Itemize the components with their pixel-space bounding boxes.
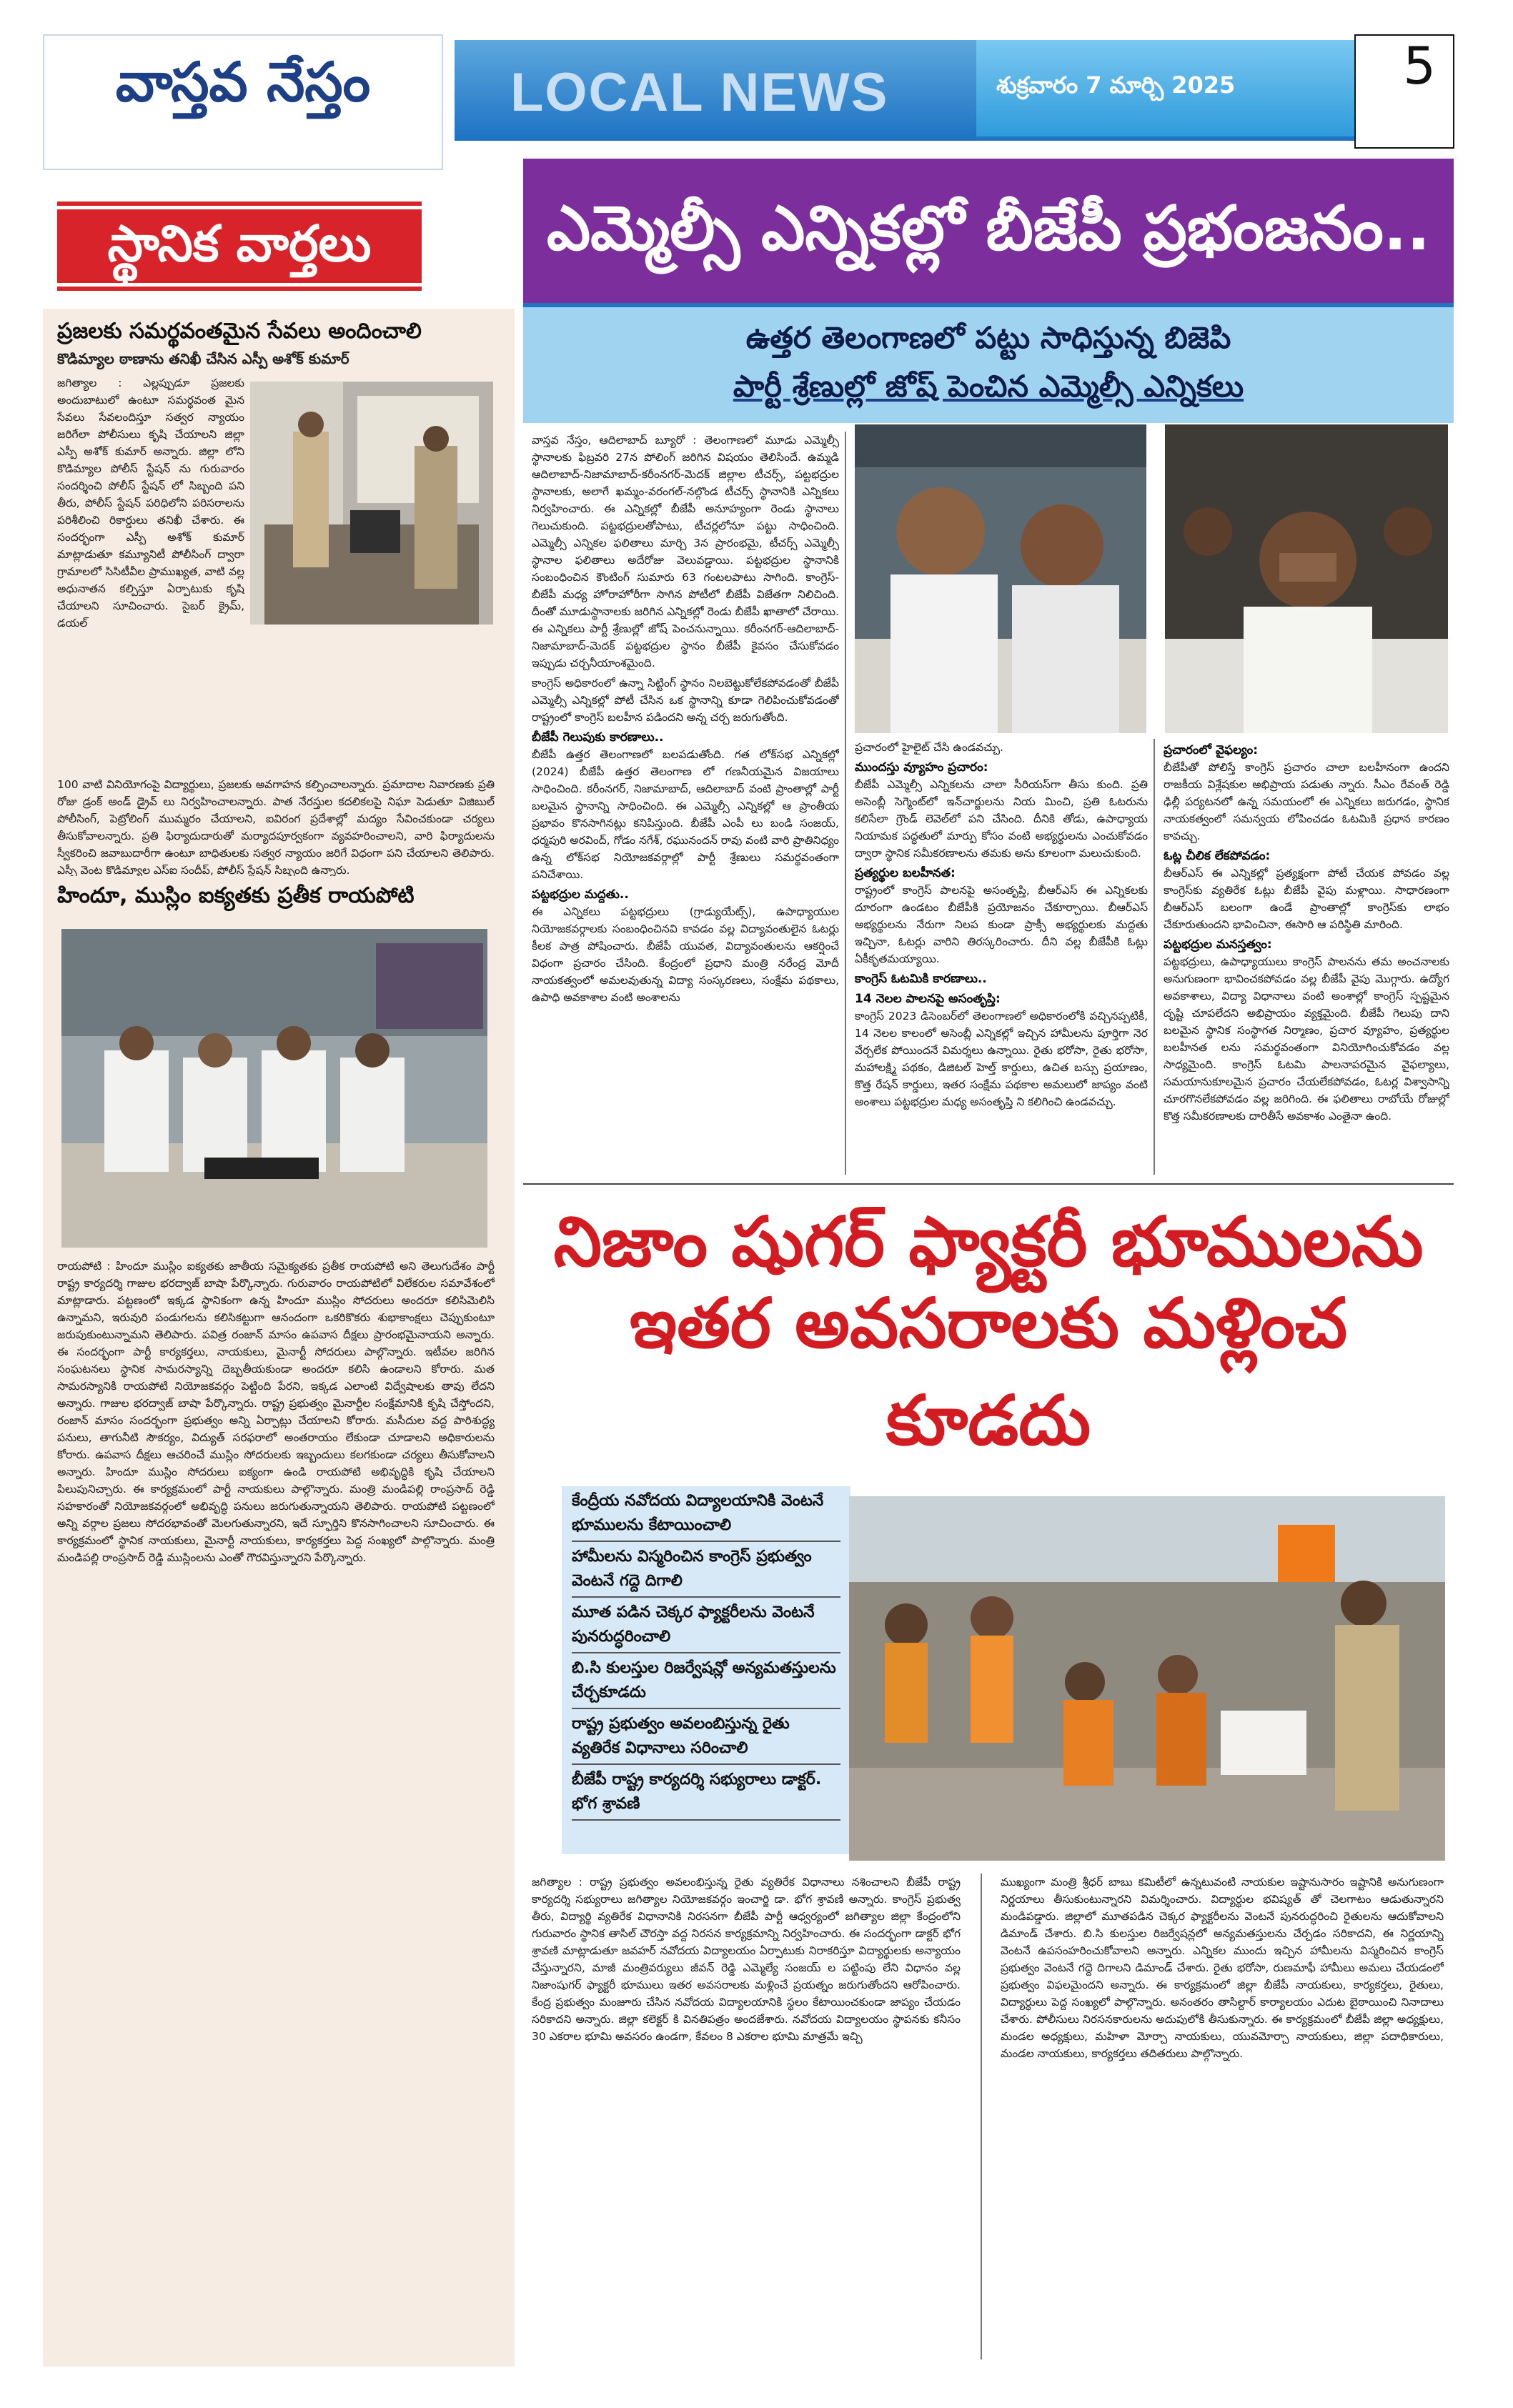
main-subheadline-band — [523, 303, 1454, 423]
left-story1-headline: ప్రజలకు సమర్థవంతమైన సేవలు అందించాలి — [57, 319, 422, 344]
paragraph: బీఆర్ఎస్ ఈ ఎన్నికల్లో ప్రత్యక్షంగా పోటీ చేయక పోవడం వల్ల కాంగ్రెస్‌కు వ్యతిరేక ఓట్లు బీజేపీ వైపు మళ్లాయి. సాధారణంగా బీఆర్ఎస్ బలంగా ఉండే ప్రాంతాల్లో కాంగ్రెస్‌కు లాభం చేకూరుతుందని భావించినా, ఈసారి ఆ పరిస్థితి మారింది. — [1164, 867, 1449, 931]
photo-illustration — [855, 424, 1146, 733]
photo-illustration — [849, 1496, 1445, 1861]
page-number-box — [1354, 34, 1454, 149]
highlight-point: మూత పడిన చెక్కర ఫ్యాక్టరీలను వెంటనే పునరుద్ధరించాలి — [572, 1598, 840, 1653]
story2-highlights-box — [562, 1486, 850, 1854]
paragraph: కాంగ్రెస్ అధికారంలో ఉన్నా సిట్టింగ్ స్థానం నిలబెట్టుకోలేకపోవడంతో బీజేపీ ఎమ్మెల్సీ ఎన్నికల్లో పోటీ చేసిన ఒక స్థానాన్ని కూడా గెలిపించుకోవడంతో రాష్ట్రంలో కాంగ్రెస్ బలహీన పడిందని అన్న చర్చ జరుగుతోంది. — [532, 677, 839, 724]
subhead: ప్రత్యర్థుల బలహీనత: — [855, 866, 956, 880]
paragraph: బీజేపీ ఉత్తర తెలంగాణలో బలపడుతోంది. గత లోక్‌సభ ఎన్నికల్లో (2024) బీజేపీ ఉత్తర తెలంగాణ లో గణనీయమైన విజయాలు సాధించింది. కరీంనగర్, నిజామాబాద్, ఆదిలాబాద్ వంటి ప్రాంతాల్లో పార్టీ బలమైన స్థానాన్ని సాధించింది. ఈ ఎమ్మెల్సీ ఎన్నికల్లో ఆ ప్రాంతీయ ప్రభావం కొనసాగినట్లు కనిపిస్తుంది. బీజేపీ ఎంపీ లు బండి సంజయ్, ధర్మపురి అరవింద్, గోడం నగేశ్, రఘునందన్ రావు వంటి వారి ప్రాతినిధ్యం ఉన్న లోక్‌సభ నియోజకవర్గాల్లో పార్టీ శ్రేణులు సమర్థవంతంగా పనిచేశాయి. — [532, 748, 839, 881]
masthead-logo — [43, 34, 443, 170]
press-meet-photo — [61, 929, 487, 1248]
story2-col2: ముఖ్యంగా మంత్రి శ్రీధర్ బాబు కమిటీలో ఉన్నటువంటి నాయకుల ఇష్టానుసారం ఇష్టానికి అనుగుణంగా నిర్ణయాలు తీసుకుంటున్నారని విమర్శించారు. విద్యార్థుల భవిష్యత్ తో చెలగాటం ఆడుతున్నారని మండిపడ్డారు. జిల్లాలో మూతపడిన చెక్కర ఫ్యాక్టరీలను వెంటనే పునరుద్ధరించి రైతులను ఆదుకోవాలని డిమాండ్ చేశారు. బి.సి కులస్తుల రిజర్వేషన్లలో అన్యమతస్తులను చేర్చడం సరికాదని, ఈ నిర్ణయాన్ని వెంటనే ఉపసంహరించుకోవాలని అన్నారు. ఎన్నికల ముందు ఇచ్చిన హామీలను విస్మరించిన కాంగ్రెస్ ప్రభుత్వం వెంటనే గద్దె దిగాలని డిమాండ్ చేశారు. రైతు భరోసా, రుణమాఫీ హామీలు అమలు చేయడంలో ప్రభుత్వం విఫలమైందని అన్నారు. ఈ కార్యక్రమంలో జిల్లా బీజేపీ నాయకులు, కార్యకర్తలు, రైతులు, విద్యార్థులు పెద్ద సంఖ్యలో పాల్గొన్నారు. అనంతరం తాసిల్దార్ కార్యాలయం ఎదుట బైఠాయించి నినాదాలు చేశారు. పోలీసులు నిరసనకారులను అదుపులోకి తీసుకున్నారు. ఈ కార్యక్రమంలో బీజేపీ జిల్లా అధ్యక్షులు, మండల అధ్యక్షులు, మహిళా మోర్చా నాయకులు, యువమోర్చా నాయకులు, జిల్లా పదాధికారులు, మండల నాయకులు, కార్యకర్తలు తదితరులు పాల్గొన్నారు. — [1001, 1876, 1444, 2060]
paragraph: ఈ ఎన్నికలు పట్టభద్రులు (గ్రాడ్యుయేట్స్), ఉపాధ్యాయుల నియోజకవర్గాలకు సంబంధించినవి కావడం వల్ల విద్యావంతులైన ఓటర్లు కీలక పాత్ర పోషించారు. బీజేపీ యువత, విద్యావంతులను ఆకర్షించే విధంగా ప్రచారం చేసింది. కేంద్రంలో ప్రధాని మంత్రి నరేంద్ర మోదీ నాయకత్వంలో అమలవుతున్న విద్యా సంస్కరణలు, సంక్షేమ పథకాలు, ఉపాధి అవకాశాల వంటి అంశాలను — [532, 905, 839, 1004]
paragraph: కాంగ్రెస్ 2023 డిసెంబర్‌లో తెలంగాణలో అధికారంలోకి వచ్చినప్పటికీ, 14 నెలల కాలంలో అసెంబ్లీ ఎన్నికల్లో ఇచ్చిన హామీలను పూర్తిగా నెర వేర్చలేక పోయిందనే విమర్శలు ఉన్నాయి. రైతు భరోసా, రైతు భరోసా, మహాలక్ష్మి పథకం, డిజిటల్ హెల్త్ కార్డులు, ఉచిత బస్సు ప్రయాణం, కొత్త రేషన్ కార్డులు, ఇతర సంక్షేమ పథకాల అమలులో జాప్యం వంటి అంశాలు పట్టభద్రుల మధ్య అసంతృప్తి ని కలిగించి ఉండవచ్చు. — [855, 1010, 1148, 1108]
subhead: పట్టభద్రుల మనస్తత్వం: — [1164, 937, 1272, 952]
local-news-label: LOCAL NEWS — [510, 62, 889, 123]
left-story2-text: రాయపోటి : హిందూ ముస్లిం ఐక్యతకు జాతీయ సమైక్యతకు ప్రతీక రాయపోటి అని తెలుగుదేశం పార్టీ రాష్ట్ర కార్యదర్శి గాజుల భరద్వాజ్ బాషా పేర్కొన్నారు. గురువారం రాయపోటిలో విలేకరుల సమావేశంలో మాట్లాడారు. పట్టణంలో ఇక్కడ స్థానికంగా ఉన్న హిందూ ముస్లిం సోదరులు అందరూ కలిసిమెలిసి ఉన్నామని, ఇరువురి పండుగలను కలిసికట్టుగా ఆనందంగా ఒకరికొకరు శుభాకాంక్షలు చెప్పుకుంటూ జరుపుకుంటున్నామని తెలిపారు. పవిత్ర రంజాన్ మాసం ఉపవాస దీక్షలు ప్రారంభమైనాయని అన్నారు. ఈ సందర్భంగా పార్టీ కార్యకర్తలు, నాయకులు, మైనార్టీ సోదరులు పాల్గొన్నారు. ఇటీవల జరిగిన సంఘటనలు స్థానిక సామరస్యాన్ని దెబ్బతీయకుండా అందరూ కలిసి ఉండాలని కోరారు. మత సామరస్యానికి రాయపోటి నియోజకవర్గం పెట్టింది పేరని, ఇక్కడ ఎలాంటి విద్వేషాలకు తావు లేదని అన్నారు. గాజుల భరద్వాజ్ బాషా పేర్కొన్నారు. రాష్ట్ర ప్రభుత్వం మైనార్టీల సంక్షేమానికి కృషి చేస్తోందని, రంజాన్ మాసం సందర్భంగా ప్రభుత్వం అన్ని ఏర్పాట్లు చేయాలని కోరారు. మసీదుల వద్ద పారిశుద్ధ్య పనులు, తాగునీటి సౌకర్యం, విద్యుత్ సరఫరాలో అంతరాయం లేకుండా చూడాలని అధికారులను కోరారు. ఉపవాస దీక్షలు ఆచరించే ముస్లిం సోదరులకు ఇబ్బందులు కలగకుండా చర్యలు తీసుకోవాలని అన్నారు. హిందూ ముస్లిం సోదరులు ఐక్యంగా ఉండి రాయపోటి అభివృద్ధికి కృషి చేయాలని పిలుపునిచ్చారు. ఈ కార్యక్రమంలో పార్టీ నాయకులు పాల్గొన్నారు. మంత్రి మండిపల్లి రాంప్రసాద్ రెడ్డి సహకారంతో నియోజకవర్గంలో అభివృద్ధి పనులు జరుగుతున్నాయని తెలిపారు. రాయపోటి పట్టణంలో అన్ని వర్గాల ప్రజలు సోదరభావంతో మెలగుతున్నారని, ఇదే స్ఫూర్తిని కొనసాగించాలని సూచించారు. ఈ కార్యక్రమంలో స్థానిక నాయకులు, మైనార్టీ నాయకులు, కార్యకర్తలు పెద్ద సంఖ్యలో పాల్గొన్నారు. మంత్రి మండిపల్లి రాంప్రసాద్ రెడ్డి ముస్లింలను ఎంతో గౌరవిస్తున్నారని పేర్కొన్నారు. — [57, 1260, 495, 1564]
paragraph: రాష్ట్రంలో కాంగ్రెస్ పాలనపై అసంతృప్తి, బీఆర్ఎస్ ఈ ఎన్నికలకు దూరంగా ఉండటం బీజేపీకి ప్రయోజనం చేకూర్చాయి. బీఆర్ఎస్ అభ్యర్థులను నేరుగా నిలప కుండా ప్రాక్సీ అభ్యర్థులకు మద్దతు ఇచ్చినా, ఓటర్లు వారిని తిరస్కరించారు. దీని వల్ల బీజేపీకి ఓట్లు ఏకీకృతమయ్యాయి. — [855, 884, 1148, 965]
date-band — [976, 40, 1355, 136]
highlight-point: బీజేపీ రాష్ట్ర కార్యదర్శి సభ్యురాలు డాక్టర్. భోగ శ్రావణి — [572, 1765, 840, 1821]
column-divider — [981, 1874, 982, 2359]
left-story2-headline: హిందూ, ముస్లిం ఐక్యతకు ప్రతీక రాయపోటి — [57, 883, 415, 908]
highlight-point: బి.సి కులస్తుల రిజర్వేషన్లో అన్యమతస్తులను చేర్చకూడదు — [572, 1653, 840, 1709]
paragraph: బీజేపీ ఎమ్మెల్సీ ఎన్నికలను చాలా సీరియస్‌గా తీసు కుంది. ప్రతి అసెంబ్లీ సెగ్మెంట్‌లో ఇన్‌చార్జులను నియ మించి, ప్రతి ఓటరును కలిసేలా గ్రౌండ్ లెవెల్‌లో పని చేసింది. దీనికి తోడు, ఉపాధ్యాయ నియామక పద్ధతులో మార్పు కోసం వంటి అభ్యర్థులను ఎంచుకోవడం ద్వారా స్థానిక సమీకరణాలను తమకు అను కూలంగా మలుచుకుంది. — [855, 778, 1148, 860]
story2-headline-line1: నిజాం షుగర్ ఫ్యాక్టరీ భూములను — [553, 1202, 1424, 1282]
column-divider — [845, 432, 846, 1175]
subhead: ఓట్ల చీలిక లేకపోవడం: — [1164, 849, 1271, 863]
subhead: కాంగ్రెస్ ఓటమికి కారణాలు.. — [855, 972, 987, 986]
paragraph: ప్రచారంలో హైలైట్ చేసి ఉండవచ్చు. — [855, 741, 1003, 754]
main-subheadline-1: ఉత్తర తెలంగాణలో పట్టు సాధిస్తున్న బిజెపి — [745, 320, 1231, 355]
paragraph: పట్టభద్రులు, ఉపాధ్యాయులు కాంగ్రెస్ పాలనను తమ అంచనాలకు అనుగుణంగా భావించకపోవడం వల్ల బీజేపీ వైపు మొగ్గారు. ఉద్యోగ అవకాశాలు, విద్యా విధానాలు వంటి అంశాల్లో కాంగ్రెస్ స్పష్టమైన దృష్టి చూపలేదని అభిప్రాయం వ్యక్తమైంది. బీజేపీ గెలుపు దాని బలమైన స్థానిక సంస్థాగత నిర్మాణం, ప్రచార వ్యూహం, ప్రత్యర్థుల బలహీనత లను సమర్థవంతంగా వినియోగించుకోవడం వల్ల సాధ్యమైంది. కాంగ్రెస్ ఓటమి పాలనాపరమైన వైఫల్యాలు, సమయానుకూలమైన ప్రచారం చేయలేకపోవడం, ఓటర్ల విశ్వాసాన్ని చూరగొనలేకపోవడం వల్ల జరిగింది. ఈ ఫలితాలు రాబోయే రోజుల్లో కొత్త సమీకరణాలకు దారితీసే అవకాశం ఎంతైనా ఉంది. — [1164, 955, 1449, 1123]
main-story-col2 — [855, 739, 1148, 1175]
masthead-rule — [455, 136, 1355, 141]
photo-illustration — [250, 382, 493, 625]
left-story1-text-full: 100 వాటి వినియోగంపై విద్యార్థులు, ప్రజలకు అవగాహన కల్పించాలన్నారు. ప్రమాదాల నివారణకు ప్రతి రోజు డ్రంక్ అండ్ డ్రైవ్ లు నిర్వహించాలన్నారు. పాత నేరస్తుల కదలికలపై నిఘా పెడుతూ విజిబుల్ పోలీసింగ్, పెట్రోలింగ్ ముమ్మరం చేయాలని, ఐవిరంగ ప్రదేశాల్లో మద్యం సేవించకుండా చర్యలు తీసుకోవాలన్నారు. ప్రతి ఫిర్యాదుదారుతో మర్యాదపూర్వకంగా వ్యవహరించాలని, వారి ఫిర్యాదులను స్వీకరించి జవాబుదారీగా ఉంటూ బాధితులకు సత్వర న్యాయం జరిగే విధంగా పని చేయాలని తెలిపారు. ఎస్పీ వెంట కొడిమ్యాల ఎస్ఐ సందీప్, పోలీస్ స్టేషన్ సిబ్బంది ఉన్నారు. — [57, 778, 495, 876]
paper-name: వాస్తవ నేస్తం — [115, 50, 371, 114]
main-headline-box — [523, 159, 1454, 303]
police-station-photo — [250, 382, 493, 625]
story2-col1: జగిత్యాల : రాష్ట్ర ప్రభుత్వం అవలంభిస్తున్న రైతు వ్యతిరేక విధానాలు నశించాలని బీజేపీ రాష్ట్ర కార్యదర్శి సభ్యురాలు జగిత్యాల నియోజకవర్గం ఇంచార్జి డా. భోగ శ్రావణి అన్నారు. కాంగ్రెస్ ప్రభుత్వ తీరు, విద్యార్థి వ్యతిరేక విధానానికి నిరసనగా బీజేపీ పార్టీ ఆధ్వర్యంలో జగిత్యాల జిల్లా కేంద్రంలోని గురువారం స్థానిక తాసిల్ చౌరస్తా వద్ద నిరసన కార్యక్రమాన్ని నిర్వహించారు. ఈ సందర్భంగా డాక్టర్ భోగ శ్రావణి మాట్లాడుతూ జవహర్ నవోదయ విద్యాలయం ఏర్పాటుకు నిరాకరిస్తూ విద్యార్థులకు అన్యాయం చేస్తున్నారని, మాజీ మంత్రివర్యులు జీవన్ రెడ్డి ఎమ్మెల్యే సంజయ్ ల పట్టింపు లేని విధానం వల్ల నిజాంషుగర్ ఫ్యాక్టరీ భూములు ఇతర అవసరాలకు మళ్లించే ప్రయత్నం జరుగుతోందని ఆరోపించారు. కేంద్ర ప్రభుత్వం మంజూరు చేసిన నవోదయ విద్యాలయానికి స్థలం కేటాయించకుండా జాప్యం చేయడం సరికాదని అన్నారు. జిల్లా కలెక్టర్ కి వినతిపత్రం అందజేశారు. నవోదయ విద్యాలయం స్థాపనకు కనీసం 30 ఎకరాల భూమి అవసరం ఉండగా, కేవలం 8 ఎకరాల భూమి మాత్రమే ఇచ్చి — [532, 1876, 961, 2043]
subhead: ప్రచారంలో వైఫల్యం: — [1164, 743, 1259, 757]
photo-illustration — [61, 929, 487, 1248]
issue-date: శుక్రవారం 7 మార్చి 2025 — [996, 71, 1236, 99]
paragraph: బీజేపీతో పోలిస్తే కాంగ్రెస్ ప్రచారం చాలా బలహీనంగా ఉందని రాజకీయ విశ్లేషకుల అభిప్రాయ పడుతు న్నారు. సీఎం రేవంత్ రెడ్డి ఢిల్లీ పర్యటనలో ఉన్న సమయంలో ఈ ఎన్నికలు జరుగడం, స్థానిక నాయకత్వంలో సమన్వయ లోపించడం ఓటమికి ప్రధాన కారణం కావచ్చు. — [1164, 761, 1449, 842]
main-story-col3 — [1164, 739, 1449, 1175]
column-divider — [1154, 739, 1155, 1175]
paragraph: వాస్తవ నేస్తం, ఆదిలాబాద్ బ్యూరో : తెలంగాణలో మూడు ఎమ్మెల్సీ స్థానాలకు ఫిబ్రవరి 27న పోలింగ్ జరిగిన విషయం తెలిసిందే. ఉమ్మడి ఆదిలాబాద్-నిజామాబాద్-కరీంనగర్-మెదక్ జిల్లాల టీచర్స్, పట్టభద్రుల స్థానాలకు, అలాగే ఖమ్మం-వరంగల్-నల్గొండ టీచర్స్ స్థానానికి ఎన్నికలు నిర్వహించారు. ఈ ఎన్నికల్లో బీజేపీ అనూహ్యంగా రెండు స్థానాలు గెలుచుకుంది. పట్టభద్రులతోపాటు, టీచర్లలోనూ పట్టు సాధించింది. ఎమ్మెల్సీ ఎన్నికల ఫలితాలు మార్చి 3న ప్రారంభమై, టీచర్స్ ఎమ్మెల్సీ స్థానాల ఫలితాలు అదేరోజు వెలువడ్డాయి. పట్టభద్రుల స్థానానికి సంబంధించిన కౌంటింగ్ సుమారు 63 గంటలపాటు సాగింది. కాంగ్రెస్-బీజేపీ మధ్య హోరాహోరీగా సాగిన పోటీలో బీజేపీ విజేతగా నిలిచింది. దీంతో మూడుస్థానాలకు జరిగిన ఎన్నికల్లో రెండు బీజేపీ ఖాతాలో చేరాయి. ఈ ఎన్నికలు పార్టీ శ్రేణుల్లో జోష్ పెంచనున్నాయి. కరీంనగర్-ఆదిలాబాద్-నిజామాబాద్-మెదక్ పట్టభద్రుల స్థానం బీజేపీ కైవసం చేసుకోవడం ఇప్పుడు చర్చనీయాంశమైంది. — [532, 434, 839, 670]
section-divider — [523, 1183, 1454, 1185]
subhead: పట్టభద్రుల మద్దతు.. — [532, 887, 629, 902]
subhead: బీజేపీ గెలుపుకు కారణాలు.. — [532, 730, 664, 745]
protest-photo — [849, 1496, 1445, 1861]
left-story1-text-side: జగిత్యాల : ఎల్లప్పుడూ ప్రజలకు అందుబాటులో ఉంటూ సమర్థవంత మైన సేవలు సేవలందిస్తూ సత్వర న్యాయం జరిగేలా పోలీసులు కృషి చేయాలని జిల్లా ఎస్పీ అశోక్ కుమార్ అన్నారు. జిల్లా లోని కొడిమ్యాల పోలీస్ స్టేషన్ ను గురువారం సందర్శించి పోలీస్ స్టేషన్ లో సిబ్బంది పని తీరు, పోలీస్ స్టేషన్ పరిధిలోని పరిసరాలను పరిశీలించి రికార్డులు తనిఖీ చేశారు. ఈ సందర్భంగా ఎస్పీ అశోక్ కుమార్ మాట్లాడుతూ కమ్యూనిటీ పోలీసింగ్ ద్వారా గ్రామాలలో సిసిటీవీల ప్రాముఖ్యత, వాటి వల్ల అధునాతన కల్పిస్తూ ఏర్పాటుకు కృషి చేయాలని సూచించారు. సైబర్ క్రైమ్, డయల్ — [57, 377, 244, 630]
left-story1-subline: కొడిమ్యాల ఠాణాను తనిఖీ చేసిన ఎస్పీ అశోక్ కుమార్ — [57, 350, 349, 367]
highlight-point: హామీలను విస్మరించిన కాంగ్రెస్ ప్రభుత్వం వెంటనే గద్దె దిగాలి — [572, 1542, 840, 1598]
page-number: 5 — [1403, 36, 1436, 96]
section-name: స్థానిక వార్తలు — [107, 214, 372, 273]
story2-headline-line2: ఇతర అవసరాలకు మళ్లించ కూడదు — [629, 1283, 1348, 1461]
subhead: 14 నెలల పాలనపై అసంతృప్తి: — [855, 992, 1001, 1006]
main-story-col1 — [532, 432, 839, 1175]
photo-illustration — [1165, 424, 1448, 733]
subhead: ముందస్తు వ్యూహం ప్రచారం: — [855, 760, 988, 775]
main-subheadline-2: పార్టీ శ్రేణుల్లో జోష్ పెంచిన ఎమ్మెల్సీ ఎన్నికలు — [733, 369, 1244, 404]
emotional-leader-photo — [1165, 424, 1448, 733]
bjp-leaders-photo — [855, 424, 1146, 733]
highlight-point: రాష్ట్ర ప్రభుత్వం అవలంబిస్తున్న రైతు వ్యతిరేక విధానాలు సరించాలి — [572, 1709, 840, 1765]
section-badge — [57, 202, 422, 291]
local-news-band — [455, 40, 976, 136]
highlight-point: కేంద్రీయ నవోదయ విద్యాలయానికి వెంటనే భూములను కేటాయించాలి — [572, 1486, 840, 1542]
main-headline: ఎమ్మెల్సీ ఎన్నికల్లో బీజేపీ ప్రభంజనం.. — [546, 193, 1431, 264]
